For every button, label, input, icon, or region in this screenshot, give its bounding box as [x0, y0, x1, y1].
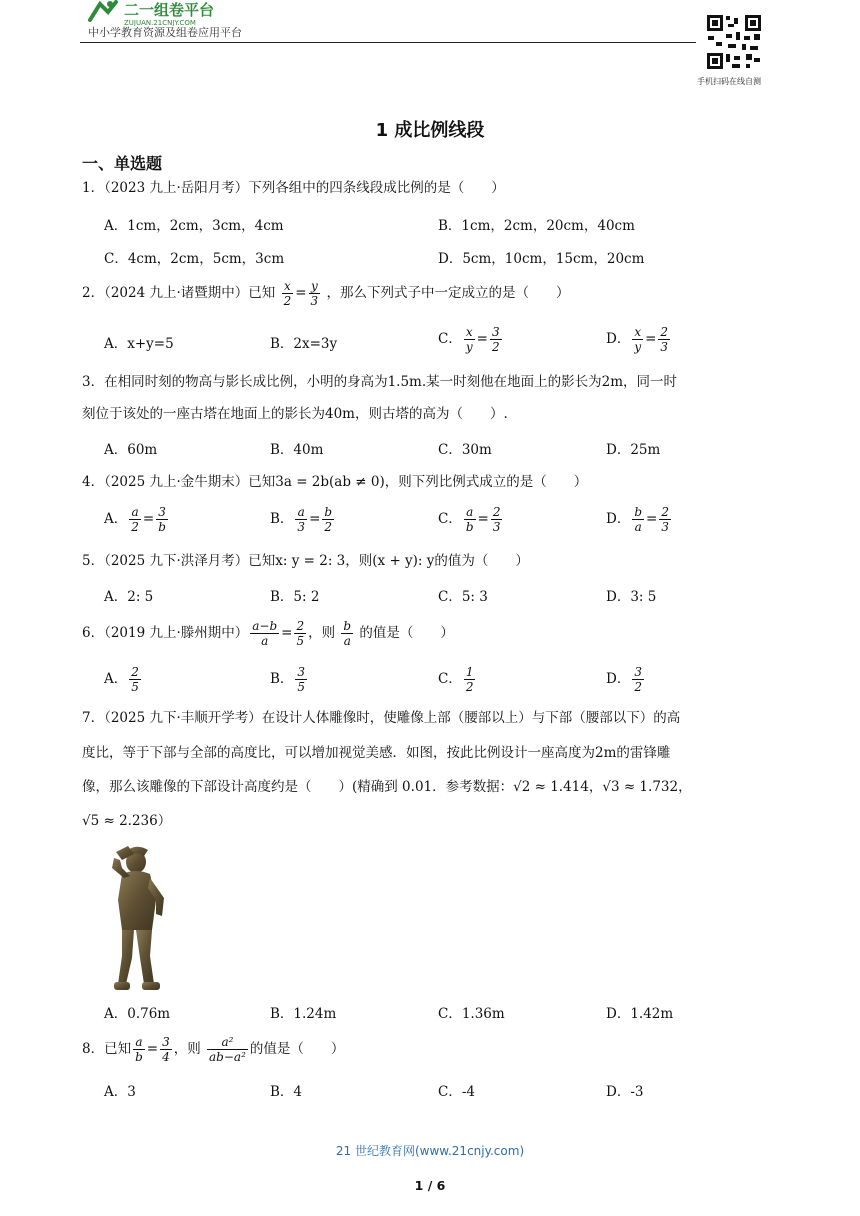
option-letter: A．	[104, 671, 128, 687]
question-3-option-d[interactable]: D．25m	[606, 442, 661, 458]
question-2-stem: 2．（2024 九上·诸暨期中）已知 $\frac{x}{2}$ = $\frac{y}{3}$ ，那么下列式子中一定成立的是（ ）	[82, 279, 570, 308]
question-4-stem: 4．（2025 九上·金牛期末）已知3a = 2b(ab ≠ 0)，则下列比例式成立的是（ ）	[82, 474, 588, 490]
fraction-a2-over-ab-minus-a2: $\frac{\text{a²}}{\text{ab−a²}}$	[209, 1035, 246, 1064]
option-letter: A．	[104, 511, 128, 527]
question-3-option-a[interactable]: A．60m	[104, 442, 158, 458]
question-4-option-d[interactable]: D． $\frac{b}{a}$ = $\frac{2}{3}$	[606, 505, 669, 534]
question-6-prefix: 6．（2019 九上·滕州期中）	[82, 625, 249, 641]
fraction-3-over-4: $\frac{3}{4}$	[162, 1035, 170, 1064]
fraction-3-over-2: $\frac{3}{2}$	[491, 325, 500, 354]
logo	[86, 0, 276, 26]
question-6-middle: ，则	[308, 625, 336, 641]
question-1-stem: 1．（2023 九上·岳阳月考）下列各组中的四条线段成比例的是（ ）	[82, 180, 505, 196]
fraction-a-over-b: $\frac{a}{b}$	[465, 505, 474, 534]
question-8-option-c[interactable]: C．-4	[438, 1084, 475, 1100]
question-5-option-b[interactable]: B．5: 2	[270, 589, 320, 605]
question-8-option-d[interactable]: D．-3	[606, 1084, 644, 1100]
fraction-x-over-y: $\frac{x}{y}$	[634, 325, 642, 354]
fraction-2-over-5: $\frac{2}{5}$	[296, 619, 305, 648]
question-6-stem: 6．（2019 九上·滕州期中） $\frac{a-b}{a}$ = $\frac{2}{5}$ ，则 $\frac{b}{a}$ 的值是（ ）	[82, 619, 454, 648]
question-6-option-b[interactable]	[270, 666, 309, 693]
logo-text: 二一组卷平台	[124, 1, 215, 19]
question-1-option-a[interactable]: A．1cm，2cm，3cm，4cm	[104, 218, 284, 234]
question-1-option-c[interactable]: C．4cm，2cm，5cm，3cm	[104, 251, 285, 267]
question-1-option-b[interactable]: B．1cm，2cm，20cm，40cm	[438, 218, 635, 234]
question-2-option-b[interactable]: B．2x=3y	[270, 336, 338, 352]
question-7-line-2: 度比，等于下部与全部的高度比，可以增加视觉美感．如图，按此比例设计一座高度为2m的雷锋雕	[82, 745, 671, 761]
logo-url-text: ZUJUAN.21CNJY.COM	[124, 19, 196, 26]
qr-caption: 手机扫码在线自测	[697, 77, 761, 86]
question-3-option-b[interactable]: B．40m	[270, 442, 324, 458]
question-3-option-c[interactable]: C．30m	[438, 442, 492, 458]
question-6-option-a[interactable]	[104, 666, 143, 693]
option-letter: B．	[270, 511, 294, 527]
footer-link[interactable]: 21 世纪教育网(www.21cnjy.com)	[335, 1144, 525, 1158]
question-6-option-c[interactable]	[438, 666, 477, 693]
fraction-b-over-2: $\frac{b}{2}$	[324, 505, 333, 534]
question-7-option-a[interactable]: A．0.76m	[104, 1006, 171, 1022]
option-letter: C．	[438, 511, 462, 527]
question-2-option-c[interactable]: C． $\frac{x}{y}$ = $\frac{3}{2}$	[438, 325, 500, 354]
option-letter: C．	[438, 331, 462, 347]
question-7-option-b[interactable]: B．1.24m	[270, 1006, 337, 1022]
question-7-line-4: √5 ≈ 2.236）	[82, 813, 172, 829]
question-8-stem: 8．已知 $\frac{a}{b}$ = $\frac{3}{4}$ ，则 $\frac{\text{a²}}{\text{ab−a²}}$ 的值是（ ）	[82, 1035, 345, 1064]
fraction-2-over-5: $\frac{2}{5}$	[131, 665, 139, 694]
question-4-option-b[interactable]: B． $\frac{a}{3}$ = $\frac{b}{2}$	[270, 505, 333, 534]
question-2-option-d[interactable]: D． $\frac{x}{y}$ = $\frac{2}{3}$	[606, 325, 669, 354]
question-6-suffix: 的值是（ ）	[359, 625, 454, 641]
header-divider	[80, 42, 696, 43]
question-8-option-a[interactable]: A．3	[104, 1084, 136, 1100]
question-1-option-d[interactable]: D．5cm，10cm，15cm，20cm	[438, 251, 645, 267]
option-letter: D．	[606, 511, 631, 527]
fraction-1-over-2: $\frac{1}{2}$	[465, 665, 474, 694]
question-2-prefix: 2．（2024 九上·诸暨期中）已知	[82, 285, 276, 301]
question-5-option-d[interactable]: D．3: 5	[606, 589, 657, 605]
section-heading: 一、单选题	[82, 154, 163, 173]
question-4-option-c[interactable]: C． $\frac{a}{b}$ = $\frac{2}{3}$	[438, 505, 501, 534]
question-7-line-3: 像，那么该雕像的下部设计高度约是（ ）(精确到 0.01．参考数据：√2 ≈ 1.414，√3 ≈ 1.732，	[82, 779, 692, 795]
option-letter: D．	[606, 671, 631, 687]
question-7-option-c[interactable]: C．1.36m	[438, 1006, 505, 1022]
question-7-option-d[interactable]: D．1.42m	[606, 1006, 674, 1022]
question-5-option-c[interactable]: C．5: 3	[438, 589, 488, 605]
page-number: 1 / 6	[414, 1178, 446, 1193]
question-8-prefix: 8．已知	[82, 1041, 132, 1057]
fraction-2-over-3: $\frac{2}{3}$	[660, 325, 669, 354]
fraction-a-over-b: $\frac{a}{b}$	[135, 1035, 143, 1064]
document-title: 1 成比例线段	[375, 120, 485, 141]
question-2-option-a[interactable]: A．x+y=5	[104, 336, 174, 352]
fraction-y-over-3: $\frac{y}{3}$	[310, 279, 319, 308]
option-letter: B．	[270, 671, 294, 687]
fraction-a-over-3: $\frac{a}{3}$	[297, 505, 306, 534]
fraction-3-over-b: $\frac{3}{b}$	[158, 505, 166, 534]
fraction-b-over-a: $\frac{b}{a}$	[634, 505, 643, 534]
question-3-line-1: 3．在相同时刻的物高与影长成比例，小明的身高为1.5m.某一时刻他在地面上的影长为2m，同一时	[82, 374, 678, 390]
fraction-a-over-2: $\frac{a}{2}$	[131, 505, 139, 534]
fraction-3-over-5: $\frac{3}{5}$	[297, 665, 306, 694]
question-6-option-d[interactable]	[606, 666, 646, 693]
option-letter: D．	[606, 331, 631, 347]
fraction-2-over-3: $\frac{2}{3}$	[492, 505, 501, 534]
question-2-suffix: ，那么下列式子中一定成立的是（ ）	[326, 285, 570, 301]
question-7-line-1: 7．（2025 九下·丰顺开学考）在设计人体雕像时，使雕像上部（腰部以上）与下部（腰部以下）的高	[82, 710, 681, 726]
fraction-x-over-y: $\frac{x}{y}$	[465, 325, 473, 354]
question-8-suffix: 的值是（ ）	[249, 1041, 345, 1057]
fraction-3-over-2: $\frac{3}{2}$	[634, 665, 642, 694]
question-4-option-a[interactable]: A． $\frac{a}{2}$ = $\frac{3}{b}$	[104, 505, 166, 534]
fraction-x-over-2: $\frac{x}{2}$	[283, 279, 292, 308]
qr-code-icon[interactable]	[706, 14, 762, 70]
fraction-b-over-a: $\frac{b}{a}$	[343, 619, 352, 648]
fraction-a-minus-b-over-a: $\frac{a-b}{a}$	[252, 619, 278, 648]
platform-subtitle: 中小学教育资源及组卷应用平台	[88, 26, 242, 39]
statue-illustration	[100, 838, 174, 994]
question-5-option-a[interactable]: A．2: 5	[104, 589, 154, 605]
question-5-stem: 5．（2025 九下·洪泽月考）已知x: y = 2: 3，则(x + y): y的值为（ ）	[82, 553, 529, 569]
question-3-line-2: 刻位于该处的一座古塔在地面上的影长为40m，则古塔的高为（ ）.	[82, 406, 508, 422]
question-8-option-b[interactable]: B．4	[270, 1084, 303, 1100]
option-letter: C．	[438, 671, 462, 687]
fraction-2-over-3: $\frac{2}{3}$	[661, 505, 669, 534]
question-8-middle: ，则	[173, 1041, 201, 1057]
